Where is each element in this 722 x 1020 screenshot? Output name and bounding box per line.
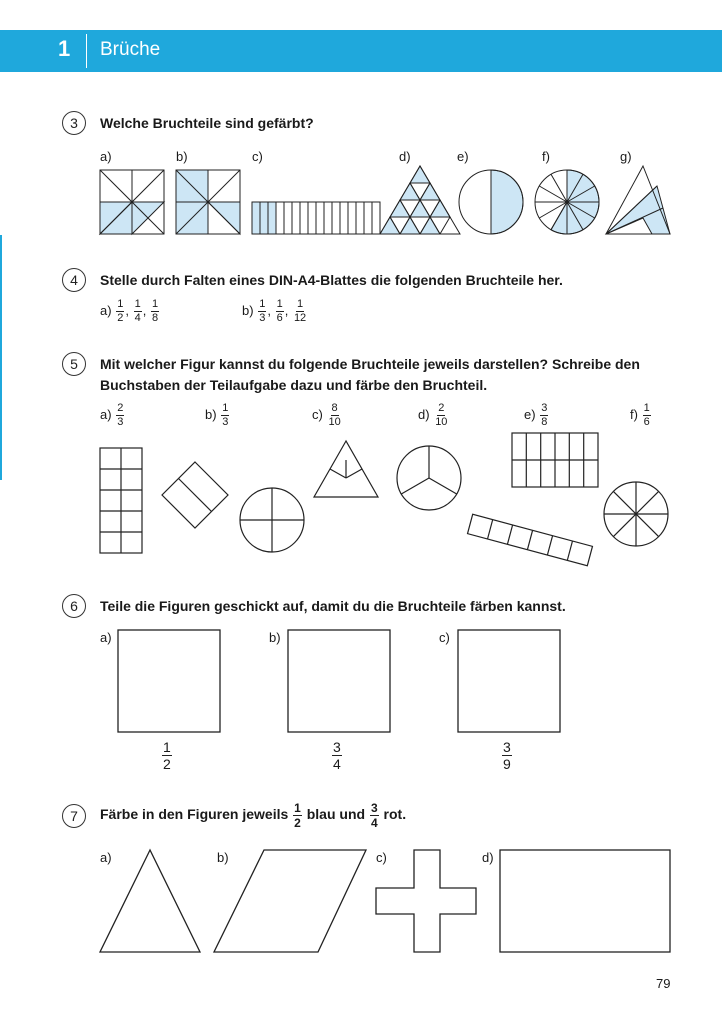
fraction: $\frac{1}{6}$ xyxy=(276,298,283,324)
t5-item-d: d) $\frac{2}{10}$ xyxy=(418,402,448,428)
task-number-5: 5 xyxy=(62,352,86,376)
t7-label-a: a) xyxy=(100,850,112,865)
t4-part-b: b) $\frac{1}{3}$ , $\frac{1}{6}$ , $\frac{1}{12}$ xyxy=(242,298,307,324)
t4-label-b: b) xyxy=(242,302,254,318)
fraction: $\frac{1}{8}$ xyxy=(151,298,159,324)
t3-label-f: f) xyxy=(542,149,550,164)
fraction: $\frac{1}{3}$ xyxy=(259,298,266,324)
task-5-line-1: Mit welcher Figur kannst du folgende Bruchteile jeweils darstellen? Schreibe den xyxy=(100,356,640,372)
t3-label-a: a) xyxy=(100,149,112,164)
task-3-text: Welche Bruchteile sind gefärbt? xyxy=(100,115,314,131)
t4-part-a: a) $\frac{1}{2}$ , $\frac{1}{4}$ , $\frac{1}{8}$ xyxy=(100,298,159,324)
t3-label-g: g) xyxy=(620,149,632,164)
chapter-title: Brüche xyxy=(100,39,161,60)
t7-cross xyxy=(376,850,476,952)
t3-label-b: b) xyxy=(176,149,188,164)
chapter-number: 1 xyxy=(58,36,71,61)
t6-label-c: c) xyxy=(439,630,450,645)
t7-label-b: b) xyxy=(217,850,229,865)
fraction: $\frac{1}{4}$ xyxy=(134,298,141,324)
t3-label-d: d) xyxy=(399,149,411,164)
task-number-7: 7 xyxy=(62,804,86,828)
t7-rectangle xyxy=(500,850,670,952)
fraction: $\frac{1}{12}$ xyxy=(293,298,307,324)
t6-fraction-b: $\frac{3}{4}$ xyxy=(333,739,341,772)
task-4-text: Stelle durch Falten eines DIN-A4-Blattes die folgenden Bruchteile her. xyxy=(100,272,563,288)
t5-item-f: f) $\frac{1}{6}$ xyxy=(630,402,650,428)
task-6-text: Teile die Figuren geschickt auf, damit du die Bruchteile färben kannst. xyxy=(100,598,566,614)
t5-item-a: a) $\frac{2}{3}$ xyxy=(100,402,124,428)
task-7-text: Färbe in den Figuren jeweils $\frac{1}{2}$ blau und $\frac{3}{4}$ rot. xyxy=(100,801,407,830)
task-number-4: 4 xyxy=(62,268,86,292)
t7-triangle xyxy=(100,850,200,952)
t3-label-c: c) xyxy=(252,149,263,164)
t4-label-a: a) xyxy=(100,302,112,318)
t6-fraction-c: $\frac{3}{9}$ xyxy=(503,739,511,772)
page-number: 79 xyxy=(656,976,671,991)
task-5-line-2: Buchstaben der Teilaufgabe dazu und färbe den Bruchteil. xyxy=(100,377,488,393)
task-number-3: 3 xyxy=(62,111,86,135)
t3-label-e: e) xyxy=(457,149,469,164)
t5-item-c: c) $\frac{8}{10}$ xyxy=(312,402,341,428)
t6-label-a: a) xyxy=(100,630,112,645)
fraction: $\frac{1}{2}$ xyxy=(117,298,124,324)
t5-item-e: e) $\frac{3}{8}$ xyxy=(524,402,548,428)
t7-label-c: c) xyxy=(376,850,387,865)
t6-fraction-a: $\frac{1}{2}$ xyxy=(163,739,171,772)
t7-label-d: d) xyxy=(482,850,494,865)
t6-label-b: b) xyxy=(269,630,281,645)
t7-parallelogram xyxy=(214,850,366,952)
task-number-6: 6 xyxy=(62,594,86,618)
t5-item-b: b) $\frac{1}{3}$ xyxy=(205,402,229,428)
